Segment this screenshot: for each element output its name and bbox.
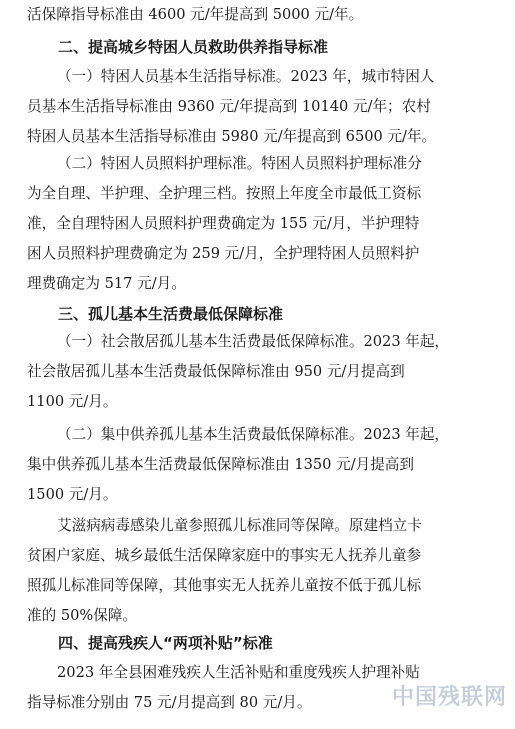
- paragraph-extreme-poverty-care: [27, 149, 493, 299]
- text-line: 艾滋病病毒感染儿童参照孤儿标准同等保障。原建档立卡: [57, 517, 422, 534]
- text-line: （二）特困人员照料护理标准。特困人员照料护理标准分: [57, 155, 422, 172]
- text-line: 2023 年全县困难残疾人生活补贴和重度残疾人护理补贴: [57, 664, 420, 681]
- heading-section-4: 四、提高残疾人“两项补贴”标准: [58, 634, 273, 652]
- heading-section-2: 二、提高城乡特困人员救助供养指导标准: [58, 38, 329, 56]
- text-line: 准，全自理特困人员照料护理费确定为 155 元/月，半护理特: [27, 215, 420, 232]
- text-line: 困人员照料护理费确定为 259 元/月，全护理特困人员照料护: [27, 245, 420, 262]
- text-line: 贫困户家庭、城乡最低生活保障家庭中的事实无人抚养儿童参: [27, 547, 422, 564]
- text-line: 准的 50%保障。: [27, 607, 138, 624]
- text-line: （二）集中供养孤儿基本生活费最低保障标准。2023 年起，: [57, 426, 450, 443]
- paragraph-centralized-orphans: [27, 420, 493, 510]
- text-line: （一）特困人员基本生活指导标准。2023 年，城市特困人: [57, 68, 435, 85]
- text-line: 照孤儿标准同等保障，其他事实无人抚养儿童按不低于孤儿标: [27, 577, 422, 594]
- paragraph-scattered-orphans: [27, 327, 493, 417]
- text-line: 1500 元/月。: [27, 486, 118, 503]
- text-line: （一）社会散居孤儿基本生活费最低保障标准。2023 年起，: [57, 333, 450, 350]
- text-line: 特困人员基本生活指导标准由 5980 元/年提高到 6500 元/年。: [27, 128, 437, 145]
- text-line: 活保障指导标准由 4600 元/年提高到 5000 元/年。: [27, 6, 364, 23]
- text-line: 集中供养孤儿基本生活费最低保障标准由 1350 元/月提高到: [27, 456, 414, 473]
- text-line: 指导标准分别由 75 元/月提高到 80 元/月。: [27, 694, 312, 711]
- paragraph-living-guarantee-tail: [27, 0, 493, 30]
- text-line: 社会散居孤儿基本生活费最低保障标准由 950 元/月提高到: [27, 363, 405, 380]
- paragraph-extreme-poverty-basic: [27, 62, 493, 152]
- text-line: 1100 元/月。: [27, 393, 118, 410]
- site-watermark: 中国残联网: [391, 685, 507, 710]
- text-line: 为全自理、半护理、全护理三档。按照上年度全市最低工资标: [27, 185, 422, 202]
- text-line: 员基本生活指导标准由 9360 元/年提高到 10140 元/年；农村: [27, 98, 431, 115]
- text-line: 理费确定为 517 元/月。: [27, 275, 186, 292]
- heading-section-3: 三、孤儿基本生活费最低保障标准: [58, 305, 284, 323]
- paragraph-hiv-children: [27, 511, 493, 631]
